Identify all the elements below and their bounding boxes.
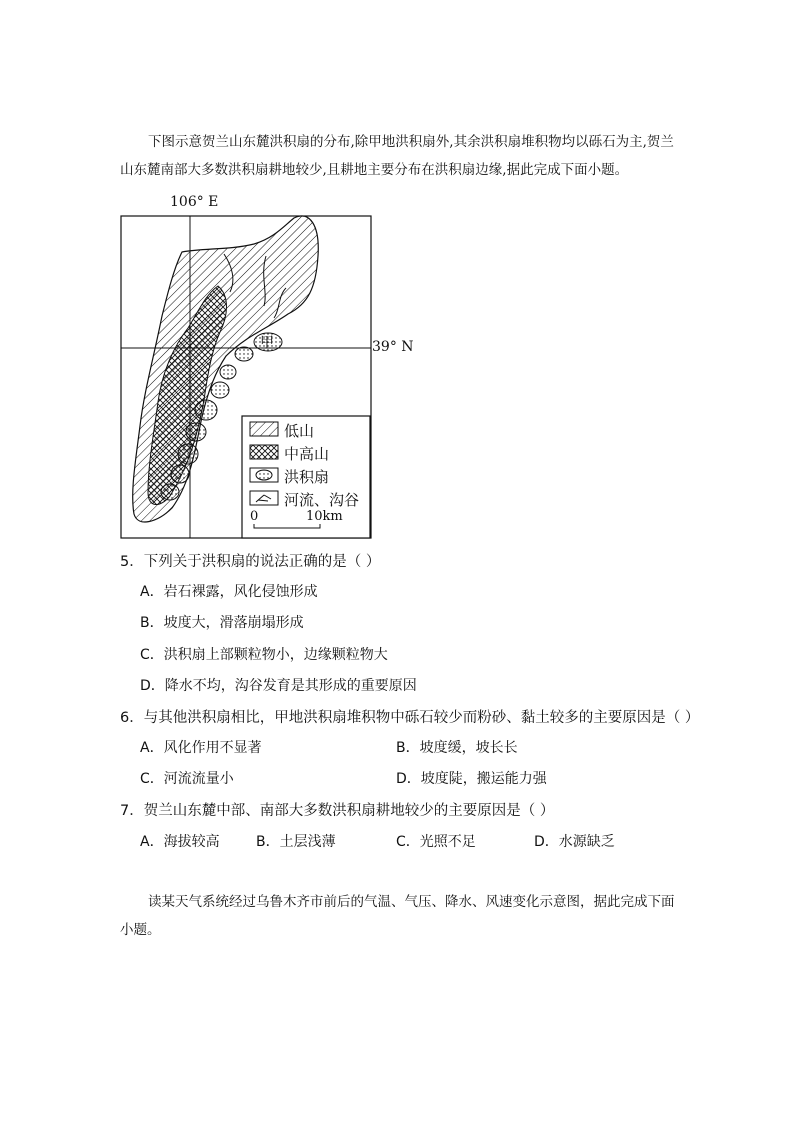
question-6-option-d[interactable]: D．坡度陡，搬运能力强 [396, 771, 547, 787]
place-jia-label: 甲 [260, 335, 274, 351]
scale-end-label: 10km [306, 509, 343, 524]
passage-weather: 读某天气系统经过乌鲁木齐市前后的气温、气压、降水、风速变化示意图，据此完成下面小题。 [120, 894, 675, 938]
passage-intro: 下图示意贺兰山东麓洪积扇的分布,除甲地洪积扇外,其余洪积扇堆积物均以砾石为主,贺兰山东麓南部大多数洪积扇耕地较少,且耕地主要分布在洪积扇边缘,据此完成下面小题。 [120, 134, 674, 178]
legend-label-river: 河流、沟谷 [284, 491, 360, 509]
map-figure [118, 196, 428, 546]
question-7-option-d[interactable]: D．水源缺乏 [534, 834, 615, 850]
question-6-option-b[interactable]: B．坡度缓，坡长长 [396, 740, 518, 756]
question-7-stem: 7．贺兰山东麓中部、南部大多数洪积扇耕地较少的主要原因是（ ） [120, 803, 555, 819]
question-7-option-a[interactable]: A．海拔较高 [140, 834, 220, 850]
question-5-option-d[interactable]: D．降水不均，沟谷发育是其形成的重要原因 [140, 678, 417, 694]
scale-start-label: 0 [250, 509, 259, 524]
question-6-option-a[interactable]: A．风化作用不显著 [140, 740, 262, 756]
legend-swatch-low-mountain [250, 422, 278, 436]
latitude-label: 39° N [372, 339, 414, 355]
question-6-option-c[interactable]: C．河流流量小 [140, 771, 234, 787]
question-5-stem: 5．下列关于洪积扇的说法正确的是（ ） [120, 554, 381, 570]
longitude-label: 106° E [170, 194, 219, 210]
question-5-option-a[interactable]: A．岩石裸露，风化侵蚀形成 [140, 584, 318, 600]
question-5-option-b[interactable]: B．坡度大，滑落崩塌形成 [140, 615, 304, 631]
legend-label-low-mountain: 低山 [284, 422, 315, 440]
question-7-option-c[interactable]: C．光照不足 [396, 834, 476, 850]
legend-label-fan: 洪积扇 [284, 468, 330, 486]
question-5-option-c[interactable]: C．洪积扇上部颗粒物小，边缘颗粒物大 [140, 647, 388, 663]
question-7-option-b[interactable]: B．土层浅薄 [256, 834, 336, 850]
legend-swatch-river [250, 491, 278, 505]
question-6-stem: 6．与其他洪积扇相比，甲地洪积扇堆积物中砾石较少而粉砂、黏土较多的主要原因是（ ） [120, 710, 700, 726]
helan-mountain-map [118, 196, 428, 546]
legend-swatch-middle-high [250, 445, 278, 459]
legend-label-middle-high: 中高山 [284, 445, 330, 463]
